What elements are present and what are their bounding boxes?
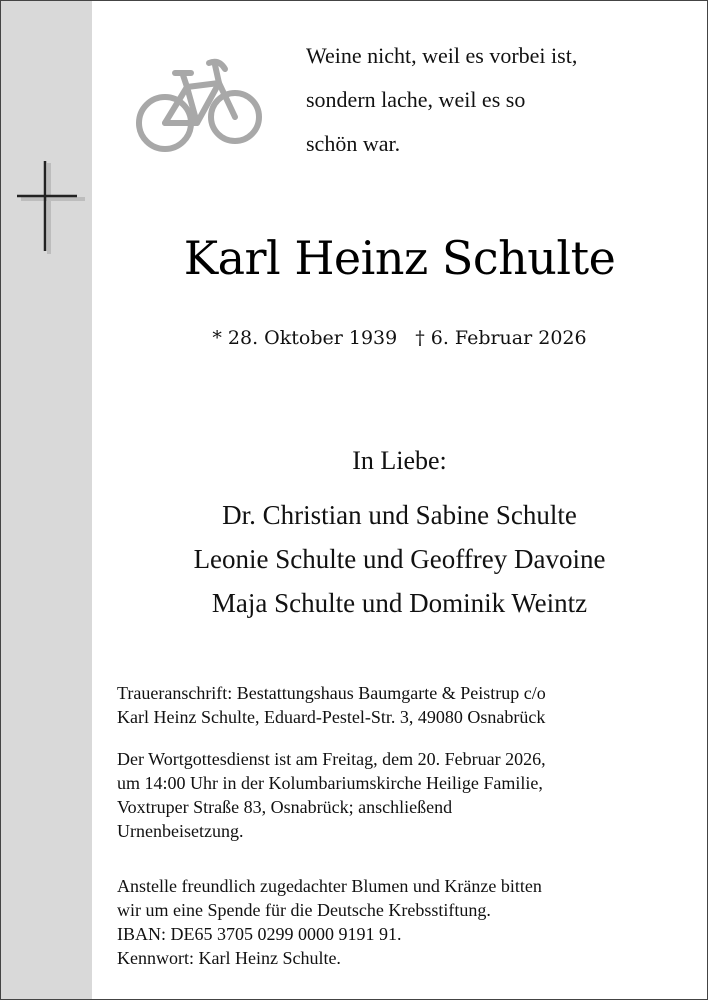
- verse-line: schön war.: [306, 131, 401, 156]
- life-dates: [92, 327, 707, 349]
- bicycle-icon: [135, 51, 265, 161]
- address-line: Karl Heinz Schulte, Eduard-Pestel-Str. 3, 49080 Osnabrück: [117, 707, 546, 727]
- address-line: Traueranschrift: Bestattungshaus Baumgarte & Peistrup c/o: [117, 683, 546, 703]
- birth-date: * 28. Oktober 1939: [212, 327, 398, 349]
- death-date: † 6. Februar 2026: [415, 327, 587, 349]
- service-line: um 14:00 Uhr in der Kolumbariumskirche Heilige Familie,: [117, 773, 543, 793]
- love-heading: In Liebe:: [352, 446, 447, 475]
- verse-line: sondern lache, weil es so: [306, 87, 526, 112]
- donation-line: Anstelle freundlich zugedachter Blumen und Kränze bitten: [117, 876, 542, 896]
- cross-icon: [15, 159, 87, 259]
- family-member: Leonie Schulte und Geoffrey Davoine: [193, 544, 606, 574]
- mourning-address: [117, 681, 687, 729]
- deceased-name: Karl Heinz Schulte: [183, 231, 616, 285]
- grey-sidebar: [1, 1, 92, 999]
- service-line: Der Wortgottesdienst ist am Freitag, dem 20. Februar 2026,: [117, 749, 546, 769]
- family-member: Dr. Christian und Sabine Schulte: [222, 500, 577, 530]
- verse: [306, 34, 696, 166]
- family-member: Maja Schulte und Dominik Weintz: [211, 588, 588, 618]
- family-list: [92, 493, 707, 625]
- service-info: [117, 747, 687, 843]
- verse-line: Weine nicht, weil es vorbei ist,: [306, 43, 578, 68]
- donation-line: wir um eine Spende für die Deutsche Krebsstiftung.: [117, 900, 491, 920]
- service-line: Urnenbeisetzung.: [117, 821, 244, 841]
- service-line: Voxtruper Straße 83, Osnabrück; anschließend: [117, 797, 453, 817]
- donation-line: IBAN: DE65 3705 0299 0000 9191 91.: [117, 924, 402, 944]
- donation-line: Kennwort: Karl Heinz Schulte.: [117, 948, 341, 968]
- donation-info: [117, 874, 687, 970]
